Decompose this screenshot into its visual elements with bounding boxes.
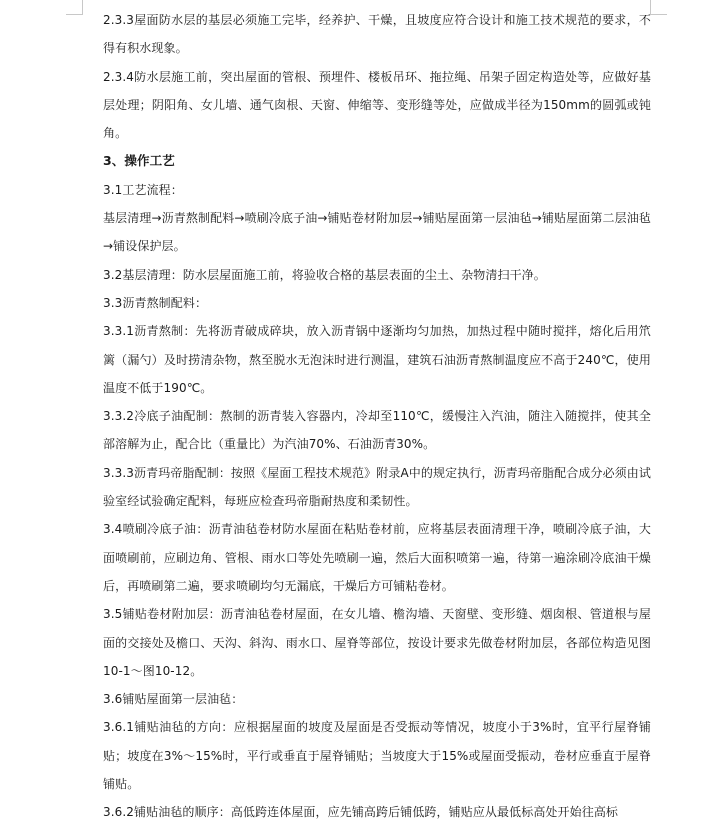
paragraph-3-6-2: 3.6.2铺贴油毡的顺序：高低跨连体屋面，应先铺高跨后铺低跨，铺贴应从最低标高处开始往高标 [103,805,619,820]
paragraph-3-3: 3.3沥青熬制配料： [103,295,208,310]
paragraph-process-flow: 基层清理→沥青熬制配料→喷刷冷底子油→铺贴卷材附加层→铺贴屋面第一层油毡→铺贴屋面第二层油毡→铺设保护层。 [103,211,651,254]
paragraph-3-6-1: 3.6.1铺贴油毡的方向：应根据屋面的坡度及屋面是否受振动等情况，坡度小于3%时，宜平行屋脊铺贴；坡度在3%～15%时，平行或垂直于屋脊铺贴；当坡度大于15%或屋面受振动，卷材应垂直于屋脊铺贴。 [103,720,651,792]
paragraph-3-6: 3.6铺贴屋面第一层油毡： [103,692,244,707]
paragraph-3-3-1: 3.3.1沥青熬制：先将沥青破成碎块，放入沥青锅中逐渐均匀加热，加热过程中随时搅拌，熔化后用笊篱（漏勺）及时捞清杂物，熬至脱水无泡沫时进行测温，建筑石油沥青熬制温度应不高于240℃，使用温度不低于190℃。 [103,324,651,395]
paragraph-3-3-3: 3.3.3沥青玛帝脂配制：按照《屋面工程技术规范》附录A中的规定执行，沥青玛帝脂配合成分必须由试验室经试验确定配料，每班应检查玛帝脂耐热度和柔韧性。 [103,465,651,509]
margin-crop-mark-left [66,0,83,15]
paragraph-2-3-4: 2.3.4防水层施工前，突出屋面的管根、预埋件、楼板吊环、拖拉绳、吊架子固定构造处等，应做好基层处理；阴阳角、女儿墙、通气囱根、天窗、伸缩等、变形缝等处，应做成半径为150mm的圆弧或钝角。 [103,69,651,141]
paragraph-3-1: 3.1工艺流程： [103,182,183,197]
paragraph-3-4: 3.4喷刷冷底子油：沥青油毡卷材防水屋面在粘贴卷材前，应将基层表面清理干净，喷刷冷底子油，大面喷刷前，应刷边角、管根、雨水口等处先喷刷一遍，然后大面积喷第一遍，待第一遍涂刷冷底油干燥后，再喷刷第二遍，要求喷刷均匀无漏底，干燥后方可铺粘卷材。 [103,522,651,593]
paragraph-3-3-2: 3.3.2冷底子油配制：熬制的沥青装入容器内，冷却至110℃，缓慢注入汽油，随注入随搅拌，使其全部溶解为止，配合比（重量比）为汽油70%、石油沥青30%。 [103,409,651,452]
paragraph-3-2: 3.2基层清理：防水层屋面施工前，将验收合格的基层表面的尘土、杂物清扫干净。 [103,267,546,282]
paragraph-3-5: 3.5铺贴卷材附加层：沥青油毡卷材屋面，在女儿墙、檐沟墙、天窗壁、变形缝、烟囱根、管道根与屋面的交接处及檐口、天沟、斜沟、雨水口、屋脊等部位，按设计要求先做卷材附加层，各部位构造见图10-1～图10-12。 [103,607,651,678]
document-body [103,6,651,827]
section-heading-operation-process: 3、操作工艺 [103,153,175,169]
paragraph-2-3-3: 2.3.3屋面防水层的基层必须施工完毕，经养护、干燥，且坡度应符合设计和施工技术规范的要求，不得有积水现象。 [103,13,651,56]
margin-crop-mark-right [650,0,667,15]
